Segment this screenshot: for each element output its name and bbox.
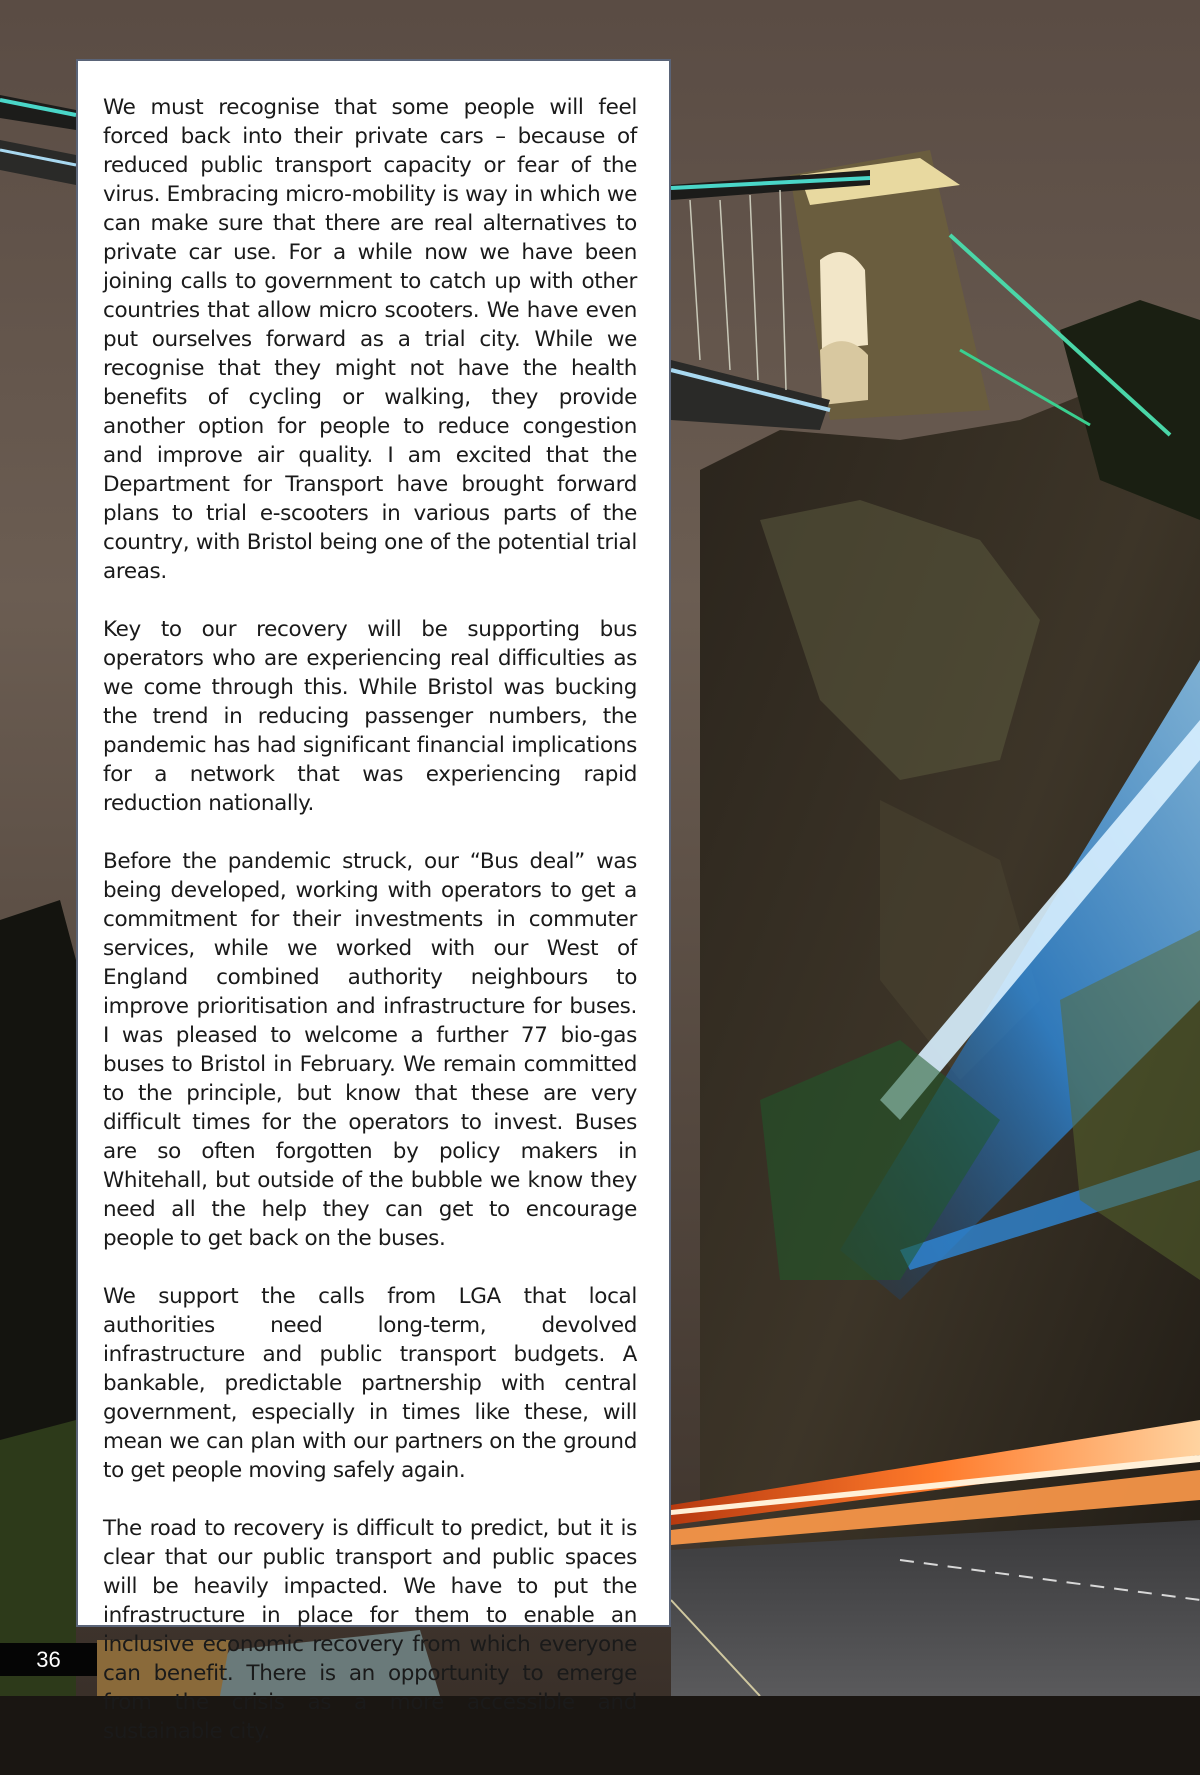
paragraph-micro-mobility: We must recognise that some people will feel forced back into their private cars – because of reduced public transport capacity or fear of the virus. Embracing micro-mobility is way in which we can make sure that there are real alternatives to private car use. For a while now we have been joining calls to government to catch up with other countries that allow micro scooters. We have even put ourselves forward as a trial city. While we recognise that they might not have the health benefits of cycling or walking, they provide another option for people to reduce congestion and improve air quality. I am excited that the Department for Transport have brought forward plans to trial e-scooters in various parts of the country, with Bristol being one of the potential trial areas. (103, 95, 637, 584)
page-number: 36 (0, 1643, 97, 1676)
text-panel (76, 59, 671, 1744)
article-body (103, 93, 637, 1775)
paragraph-road-to-recovery: The road to recovery is difficult to predict, but it is clear that our public transport and public spaces will be heavily impacted. We have to put the infrastructure in place for them to enable an inclusive economic recovery from which everyone can benefit. There is an opportunity to emerge from the crisis as a more accessible and sustainable city. (103, 1516, 637, 1744)
paragraph-lga-budgets: We support the calls from LGA that local authorities need long-term, devolved infrastructure and public transport budgets. A bankable, predictable partnership with central government, especially in times like these, will mean we can plan with our partners on the ground to get people moving safely again. (103, 1284, 637, 1483)
paragraph-bus-deal: Before the pandemic struck, our “Bus deal” was being developed, working with operators to get a commitment for their investments in commuter services, while we worked with our West of England combined authority neighbours to improve prioritisation and infrastructure for buses. I was pleased to welcome a further 77 bio-gas buses to Bristol in February. We remain committed to the principle, but know that these are very difficult times for the operators to invest. Buses are so often forgotten by policy makers in Whitehall, but outside of the bubble we know they need all the help they can get to encourage people to get back on the buses. (103, 849, 637, 1251)
paragraph-bus-operators: Key to our recovery will be supporting bus operators who are experiencing real difficulties as we come through this. While Bristol was bucking the trend in reducing passenger numbers, the pandemic has had significant financial implications for a network that was experiencing rapid reduction nationally. (103, 617, 637, 816)
